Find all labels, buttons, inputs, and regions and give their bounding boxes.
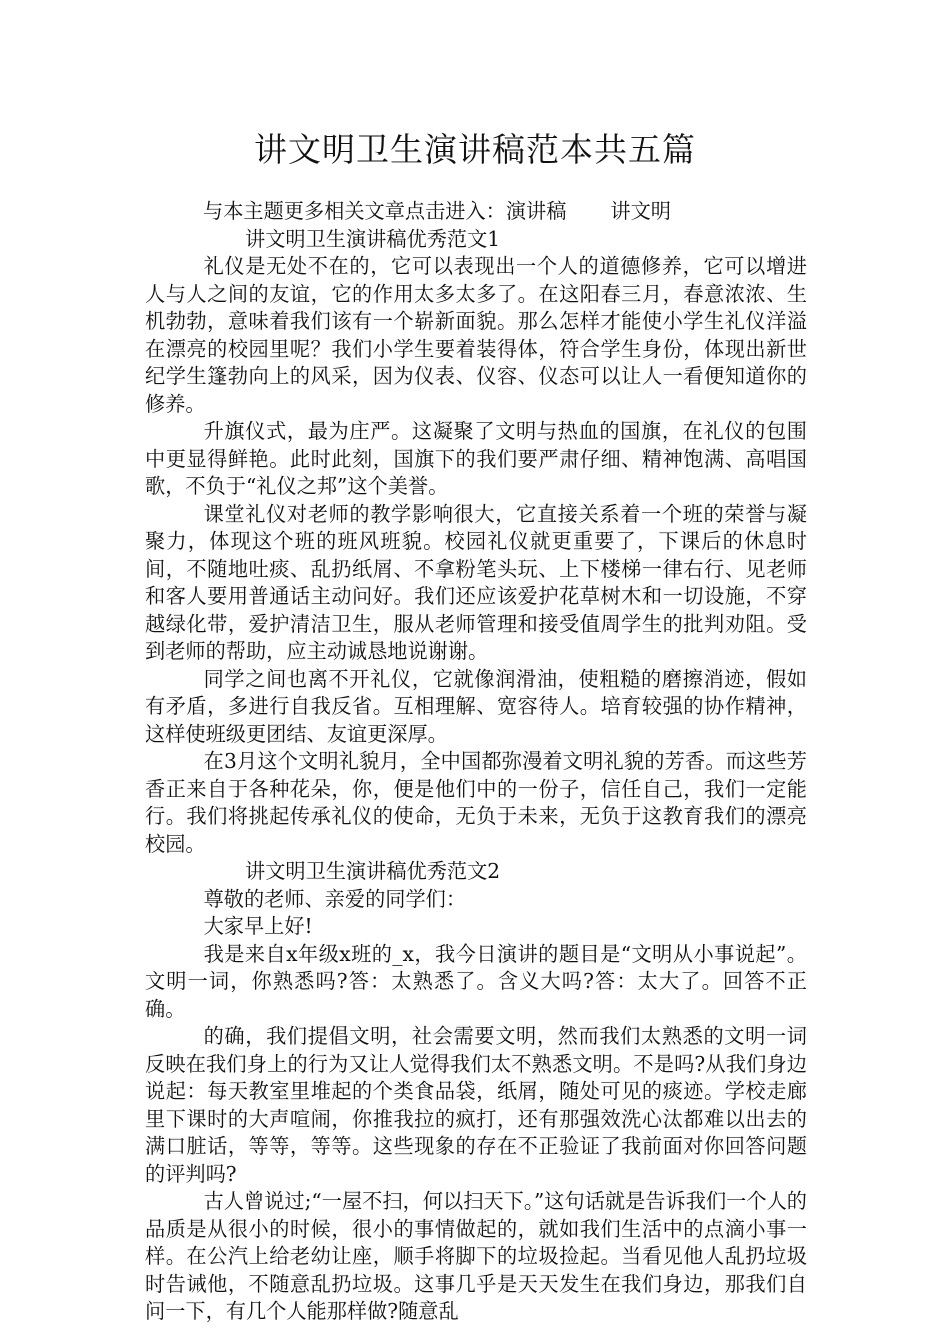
- paragraph: 课堂礼仪对老师的教学影响很大，它直接关系着一个班的荣誉与凝聚力，体现这个班的班风班貌。校园礼仪就更重要了，下课后的休息时间，不随地吐痰、乱扔纸屑、不拿粉笔头玩、上下楼梯一律右行、见老师和客人要用普通话主动问好。我们还应该爱护花草树木和一切设施，不穿越绿化带，爱护清洁卫生，服从老师管理和接受值周学生的批判劝阻。受到老师的帮助，应主动诚恳地说谢谢。: [145, 501, 807, 663]
- related-link-speech[interactable]: 演讲稿: [505, 199, 567, 223]
- related-prefix: 与本主题更多相关文章点击进入：: [203, 199, 506, 223]
- related-articles-line: [145, 198, 807, 226]
- salutation: 尊敬的老师、亲爱的同学们：: [203, 886, 467, 911]
- paragraph: 礼仪是无处不在的，它可以表现出一个人的道德修养，它可以增进人与人之间的友谊，它的作用太多太多了。在这阳春三月，春意浓浓、生机勃勃，意味着我们该有一个崭新面貌。那么怎样才能使小学生礼仪洋溢在漂亮的校园里呢？我们小学生要着装得体，符合学生身份，体现出新世纪学生篷勃向上的风采，因为仪表、仪容、仪态可以让人一看便知道你的修养。: [145, 254, 807, 416]
- document-title: 讲文明卫生演讲稿范本共五篇: [254, 130, 696, 169]
- paragraph: 的确，我们提倡文明，社会需要文明，然而我们太熟悉的文明一词反映在我们身上的行为又让人觉得我们太不熟悉文明。不是吗?从我们身边说起：每天教室里堆起的个类食品袋，纸屑，随处可见的痰迹。学校走廊里下课时的大声喧闹，你推我拉的疯打，还有那强效洗心汰都难以出去的满口脏话，等等，等等。这些现象的存在不正验证了我前面对你回答问题的评判吗?: [145, 1024, 807, 1186]
- greeting: 大家早上好!: [203, 914, 313, 938]
- related-link-civility[interactable]: 讲文明: [610, 199, 671, 223]
- paragraph: 我是来自x年级x班的_x，我今日演讲的题目是“文明从小事说起”。文明一词，你熟悉吗?答：太熟悉了。含义大吗?答：太大了。回答不正确。: [145, 941, 807, 1021]
- document-body: [145, 198, 807, 1326]
- paragraph: 同学之间也离不开礼仪，它就像润滑油，使粗糙的磨擦消迹，假如有矛盾，多进行自我反省。互相理解、宽容待人。培育较强的协作精神，这样使班级更团结、友谊更深厚。: [145, 666, 807, 746]
- paragraph: 升旗仪式，最为庄严。这凝聚了文明与热血的国旗，在礼仪的包围中更显得鲜艳。此时此刻，国旗下的我们要严肃仔细、精神饱满、高唱国歌，不负于“礼仪之邦”这个美誉。: [145, 419, 807, 498]
- paragraph: 在3月这个文明礼貌月，全中国都弥漫着文明礼貌的芳香。而这些芳香正来自于各种花朵，你，便是他们中的一份子，信任自己，我们一定能行。我们将挑起传承礼仪的使命，无负于未来，无负于这教育我们的漂亮校园。: [145, 749, 807, 856]
- section-2-subtitle: 讲文明卫生演讲稿优秀范文2: [245, 859, 501, 883]
- paragraph: 古人曾说过;“一屋不扫，何以扫天下。”这句话就是告诉我们一个人的品质是从很小的时候，很小的事情做起的，就如我们生活中的点滴小事一样。在公汽上给老幼让座，顺手将脚下的垃圾捡起。当看见他人乱扔垃圾时告诫他，不随意乱扔垃圾。这事几乎是天天发生在我们身边，那我们自问一下，有几个人能那样做?随意乱: [145, 1189, 807, 1323]
- section-1-subtitle: 讲文明卫生演讲稿优秀范文1: [245, 226, 501, 251]
